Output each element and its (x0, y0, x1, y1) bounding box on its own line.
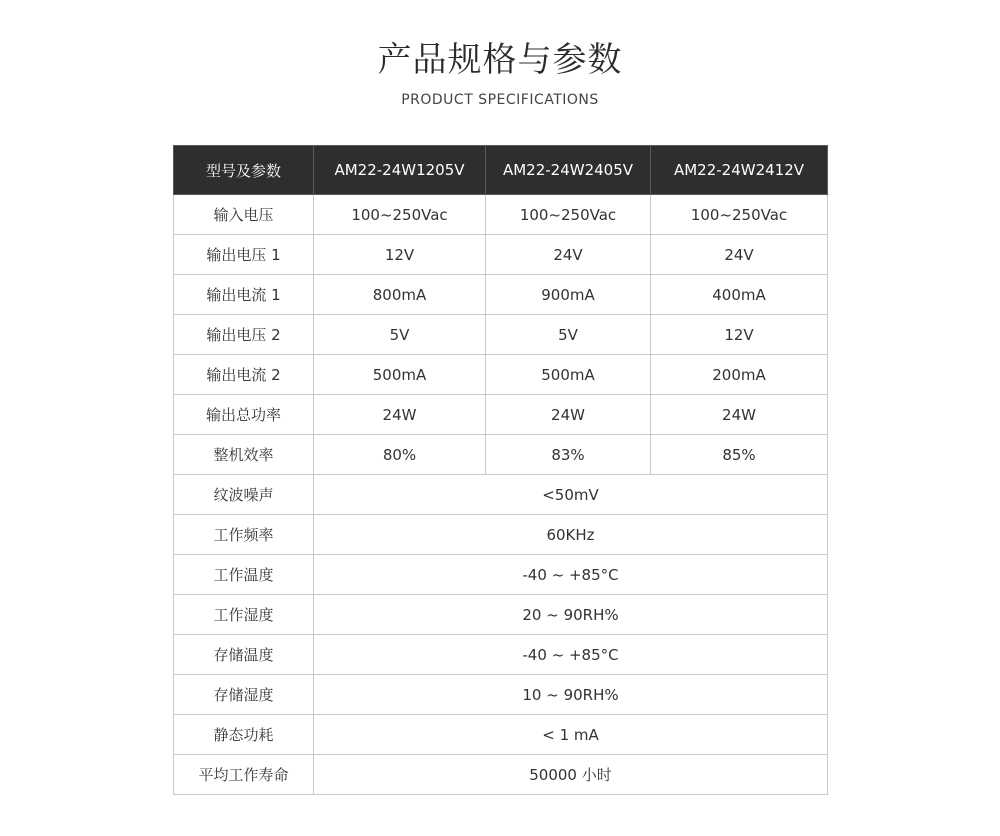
table-cell-merged: -40 ~ +85°C (314, 555, 828, 595)
table-cell-merged: 50000 小时 (314, 755, 828, 795)
table-row (174, 275, 828, 315)
table-cell: 500mA (314, 355, 486, 395)
table-row (174, 475, 828, 515)
row-label: 静态功耗 (174, 715, 314, 755)
table-row (174, 195, 828, 235)
row-label: 平均工作寿命 (174, 755, 314, 795)
row-label: 工作温度 (174, 555, 314, 595)
table-cell-merged: < 1 mA (314, 715, 828, 755)
header-model-2: AM22-24W2405V (486, 146, 651, 195)
spec-table (173, 145, 828, 795)
table-cell: 900mA (486, 275, 651, 315)
table-cell: 100~250Vac (486, 195, 651, 235)
table-row (174, 395, 828, 435)
row-label: 工作频率 (174, 515, 314, 555)
row-label: 输出电压 1 (174, 235, 314, 275)
table-row (174, 555, 828, 595)
table-cell: 800mA (314, 275, 486, 315)
header-model-1: AM22-24W1205V (314, 146, 486, 195)
table-cell-merged: 10 ~ 90RH% (314, 675, 828, 715)
page-subtitle: PRODUCT SPECIFICATIONS (401, 92, 599, 108)
header-param: 型号及参数 (174, 146, 314, 195)
table-cell: 24V (486, 235, 651, 275)
row-label: 存储温度 (174, 635, 314, 675)
table-cell: 100~250Vac (651, 195, 828, 235)
table-cell: 83% (486, 435, 651, 475)
table-row (174, 755, 828, 795)
table-cell: 200mA (651, 355, 828, 395)
row-label: 输出电压 2 (174, 315, 314, 355)
table-cell: 5V (486, 315, 651, 355)
table-cell-merged: <50mV (314, 475, 828, 515)
header-model-3: AM22-24W2412V (651, 146, 828, 195)
table-cell: 100~250Vac (314, 195, 486, 235)
table-cell: 24V (651, 235, 828, 275)
table-cell: 500mA (486, 355, 651, 395)
row-label: 输出总功率 (174, 395, 314, 435)
table-cell: 85% (651, 435, 828, 475)
table-cell: 12V (651, 315, 828, 355)
table-row (174, 595, 828, 635)
table-row (174, 435, 828, 475)
row-label: 工作湿度 (174, 595, 314, 635)
table-cell: 24W (314, 395, 486, 435)
table-row (174, 315, 828, 355)
page-title: 产品规格与参数 (377, 40, 623, 80)
table-row (174, 675, 828, 715)
table-row (174, 635, 828, 675)
table-header-row (174, 146, 828, 195)
row-label: 输入电压 (174, 195, 314, 235)
row-label: 输出电流 1 (174, 275, 314, 315)
table-cell: 80% (314, 435, 486, 475)
table-cell-merged: -40 ~ +85°C (314, 635, 828, 675)
table-row (174, 235, 828, 275)
table-cell: 400mA (651, 275, 828, 315)
table-row (174, 715, 828, 755)
table-cell-merged: 20 ~ 90RH% (314, 595, 828, 635)
row-label: 整机效率 (174, 435, 314, 475)
table-row (174, 515, 828, 555)
table-cell: 24W (651, 395, 828, 435)
row-label: 输出电流 2 (174, 355, 314, 395)
table-cell: 5V (314, 315, 486, 355)
table-row (174, 355, 828, 395)
row-label: 纹波噪声 (174, 475, 314, 515)
table-cell: 24W (486, 395, 651, 435)
row-label: 存储湿度 (174, 675, 314, 715)
table-cell-merged: 60KHz (314, 515, 828, 555)
table-cell: 12V (314, 235, 486, 275)
